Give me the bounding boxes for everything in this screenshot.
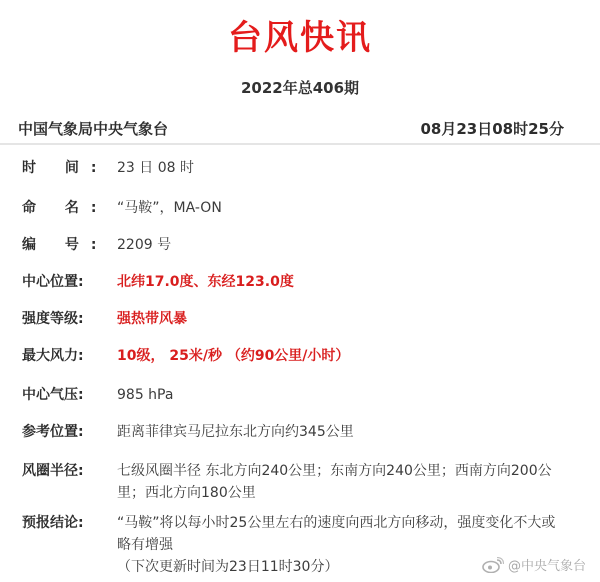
row-value: 强热带风暴 bbox=[117, 311, 187, 327]
row-label: 最大风力: bbox=[22, 348, 84, 364]
row-value: 985 hPa bbox=[117, 387, 174, 403]
row-label: 时 间: bbox=[22, 160, 109, 176]
row-value: 七级风圈半径 东北方向240公里；东南方向240公里；西南方向200公里；西北方向180公里 bbox=[117, 463, 552, 501]
forecast-next-update: （下次更新时间为23日11时30分） bbox=[117, 559, 339, 575]
bulletin-header bbox=[18, 115, 564, 141]
issue-number: 2022年总406期 bbox=[240, 79, 360, 97]
row-value: 23 日 08 时 bbox=[117, 160, 194, 176]
agency-name: 中国气象局中央气象台 bbox=[18, 119, 169, 138]
row-value: 10级， 25米/秒 （约90公里/小时） bbox=[117, 348, 350, 364]
row-label: 中心气压: bbox=[22, 387, 84, 403]
bulletin-datetime: 08月23日08时25分 bbox=[420, 119, 564, 138]
row-value: “马鞍”，MA-ON bbox=[117, 200, 222, 216]
forecast-text: “马鞍”将以每小时25公里左右的速度向西北方向移动，强度变化不大或略有增强 bbox=[117, 515, 556, 553]
row-label: 编 号: bbox=[22, 237, 109, 253]
watermark bbox=[482, 555, 586, 574]
row-value: 2209 号 bbox=[117, 237, 172, 253]
row-value: 北纬17.0度、东经123.0度 bbox=[117, 274, 294, 290]
row-label: 风圈半径: bbox=[22, 463, 84, 479]
weibo-icon bbox=[482, 557, 504, 573]
row-label: 中心位置: bbox=[22, 274, 84, 290]
header-divider bbox=[0, 143, 600, 145]
row-label: 参考位置: bbox=[22, 424, 84, 440]
row-value: 距离菲律宾马尼拉东北方向约345公里 bbox=[117, 424, 354, 440]
row-label: 命 名: bbox=[22, 200, 109, 216]
page-title: 台风快讯 bbox=[228, 18, 372, 58]
row-label: 强度等级: bbox=[22, 311, 84, 327]
row-label: 预报结论: bbox=[22, 515, 84, 531]
watermark-text: @中央气象台 bbox=[507, 559, 586, 574]
